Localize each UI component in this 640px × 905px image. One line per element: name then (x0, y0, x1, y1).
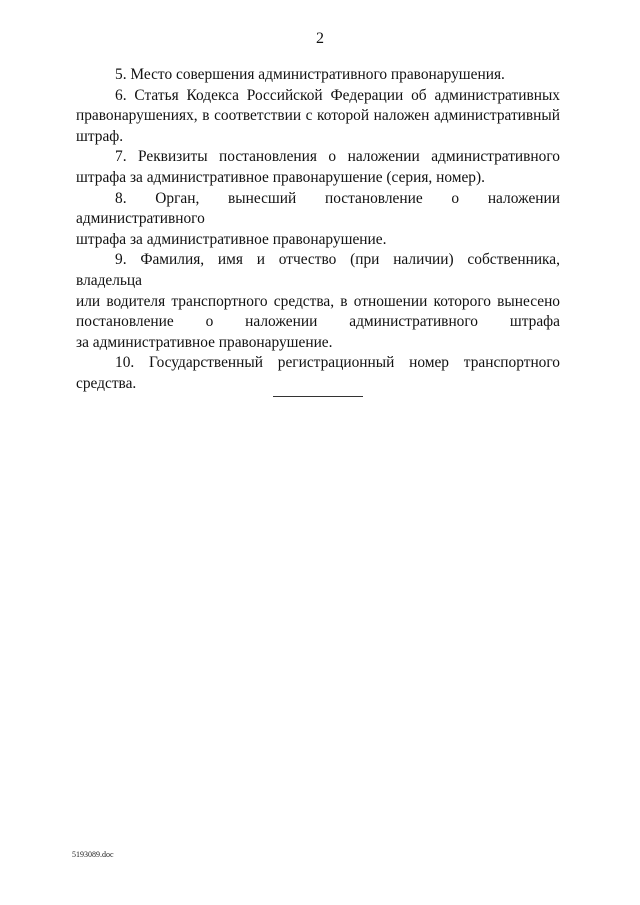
list-item-7-line-1: 7. Реквизиты постановления о наложении административного (115, 148, 560, 166)
list-item-10-line-1: 10. Государственный регистрационный номер транспортного (115, 354, 560, 372)
list-item-9-line-1: 9. Фамилия, имя и отчество (при наличии) собственника, владельца (76, 251, 560, 289)
list-item-8 (76, 189, 560, 251)
list-item-8-line-2: штрафа за административное правонарушение. (76, 230, 387, 248)
document-body (76, 65, 560, 395)
list-item-9 (76, 250, 560, 353)
page-number: 2 (316, 30, 324, 47)
list-item-6-line-2: правонарушениях, в соответствии с которой наложен административный (76, 107, 560, 125)
list-item-8-line-1: 8. Орган, вынесший постановление о наложении административного (76, 189, 560, 228)
list-item-10 (76, 353, 560, 394)
list-item-6 (76, 86, 560, 148)
list-item-5-line-1: 5. Место совершения административного правонарушения. (115, 66, 505, 83)
list-item-7-line-2: штрафа за административное правонарушение (серия, номер). (76, 168, 485, 186)
list-item-9-line-2: или водителя транспортного средства, в отношении которого вынесено (76, 292, 560, 310)
list-item-10-line-2: средства. (76, 374, 137, 392)
list-item-6-line-3: штраф. (76, 127, 124, 145)
list-item-7 (76, 147, 560, 188)
list-item-9-line-4: за административное правонарушение. (76, 333, 333, 351)
list-item-9-line-3: постановление о наложении административного штрафа (76, 313, 560, 331)
list-item-5 (76, 65, 560, 86)
end-divider (273, 396, 363, 397)
list-item-6-line-1: 6. Статья Кодекса Российской Федерации об административных (115, 86, 560, 104)
footer-file-name: 5193089.doc (72, 850, 114, 859)
